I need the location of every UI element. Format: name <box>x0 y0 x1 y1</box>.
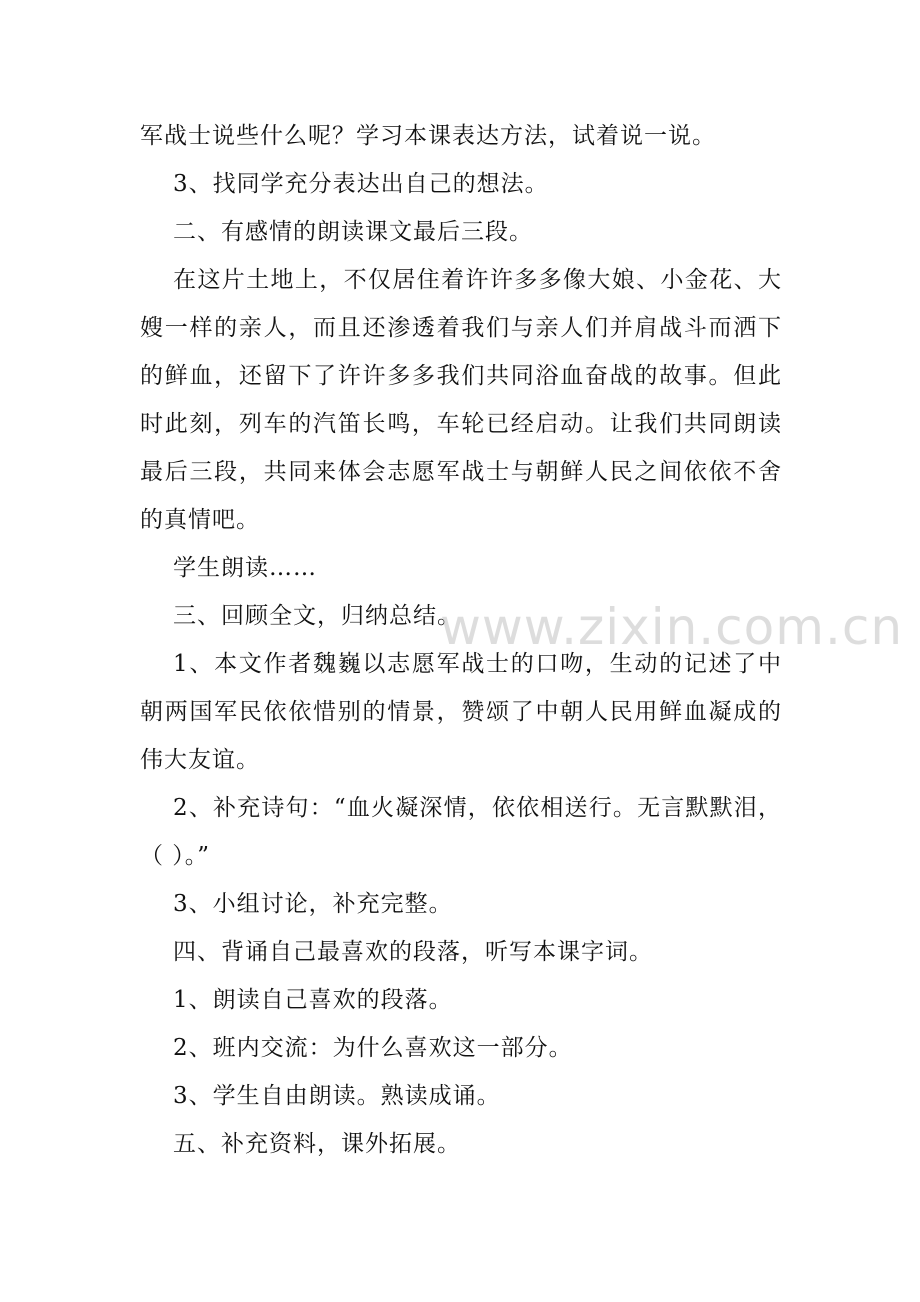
paragraph-9: 3、小组讨论，补充完整。 <box>173 891 453 917</box>
paragraph-10: 四、背诵自己最喜欢的段落，听写本课字词。 <box>173 939 653 965</box>
paragraph-4: 在这片土地上，不仅居住着许许多多像大娘、小金花、大嫂一样的亲人，而且还渗透着我们与亲人们并肩战斗而洒下的鲜血，还留下了许许多多我们共同浴血奋战的故事。但此时此刻，列车的汽笛长鸣，车轮已经启动。让我们共同朗读最后三段，共同来体会志愿军战士与朝鲜人民之间依依不舍的真情吧。 <box>140 267 782 533</box>
paragraph-13: 3、学生自由朗读。熟读成诵。 <box>173 1083 501 1109</box>
paragraph-12: 2、班内交流：为什么喜欢这一部分。 <box>173 1035 573 1061</box>
paragraph-5: 学生朗读…… <box>173 555 317 581</box>
paragraph-3: 二、有感情的朗读课文最后三段。 <box>173 219 533 245</box>
document-body <box>140 112 782 1168</box>
paragraph-8: 2、补充诗句：“血火凝深情，依依相送行。无言默默泪，（ ）。” <box>140 795 782 869</box>
paragraph-2: 3、找同学充分表达出自己的想法。 <box>173 171 549 197</box>
paragraph-7: 1、本文作者魏巍以志愿军战士的口吻，生动的记述了中朝两国军民依依惜别的情景，赞颂了中朝人民用鲜血凝成的伟大友谊。 <box>140 651 782 773</box>
paragraph-1: 军战士说些什么呢？学习本课表达方法，试着说一说。 <box>140 123 716 149</box>
paragraph-11: 1、朗读自己喜欢的段落。 <box>173 987 453 1013</box>
paragraph-6: 三、回顾全文，归纳总结。 <box>173 603 461 629</box>
paragraph-14: 五、补充资料，课外拓展。 <box>173 1131 461 1157</box>
watermark: www.zixin.com.cn <box>440 598 904 656</box>
